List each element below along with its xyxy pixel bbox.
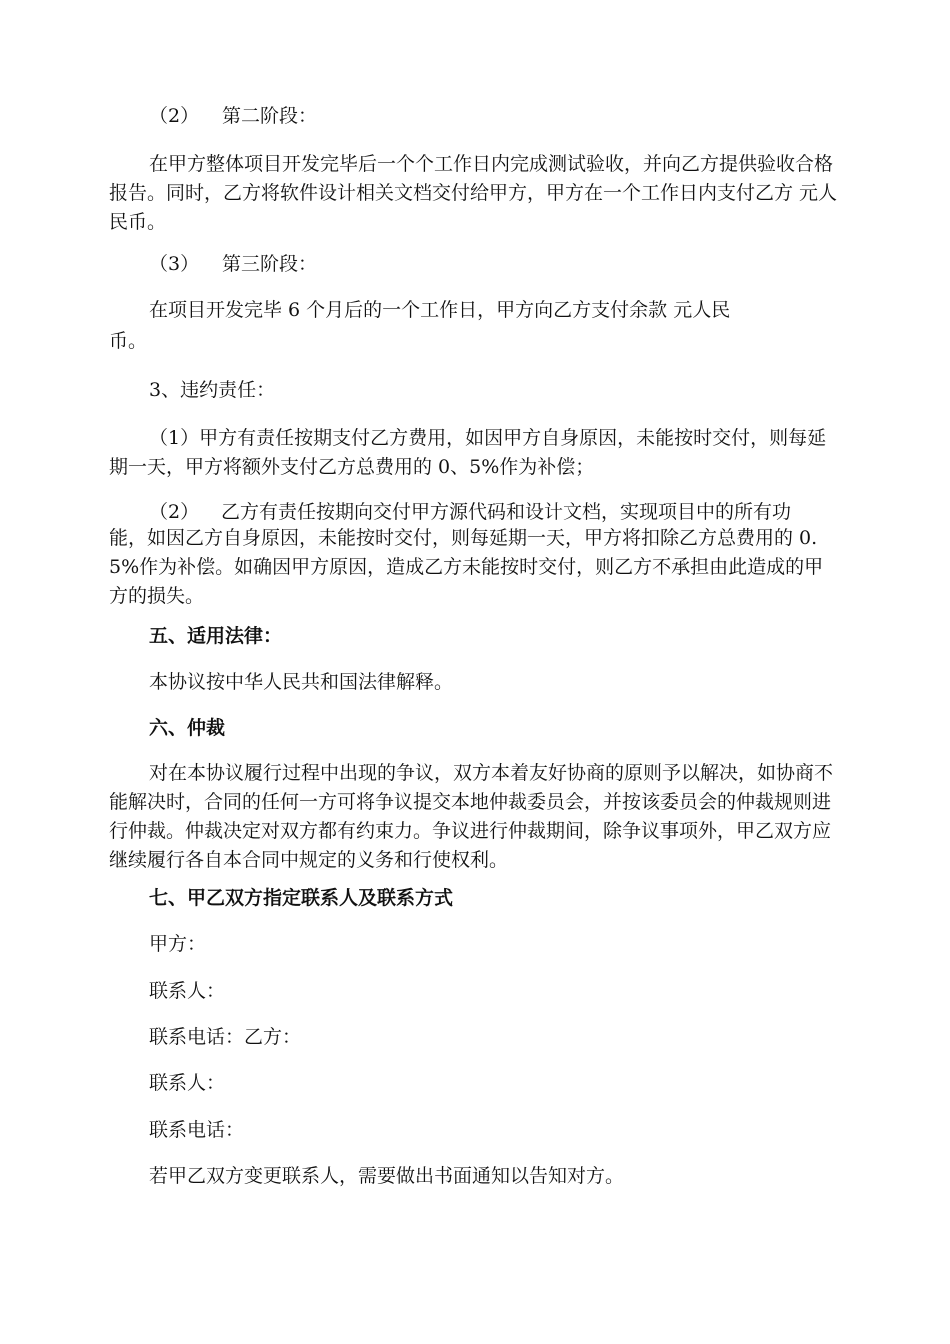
contact-b-label: 联系人：: [149, 1072, 226, 1094]
breach-item2-number: （2）: [149, 501, 200, 523]
stage2-body: 在甲方整体项目开发完毕后一个个工作日内完成测试验收，并向乙方提供验收合格报告。同时，乙方将软件设计相关文档交付给甲方，甲方在一个工作日内支付乙方 元人民币。: [109, 153, 838, 233]
arbitration-body: 对在本协议履行过程中出现的争议，双方本着友好协商的原则予以解决，如协商不能解决时，合同的任何一方可将争议提交本地仲裁委员会，并按该委员会的仲裁规则进行仲裁。仲裁决定对双方都有约束力。争议进行仲裁期间，除争议事项外，甲乙双方应继续履行各自本合同中规定的义务和行使权利。: [109, 762, 834, 871]
breach-item2-line1: [149, 498, 791, 527]
law-body: 本协议按中华人民共和国法律解释。: [149, 671, 454, 693]
stage2-heading: [149, 102, 449, 131]
phone-a-party-b-label: 联系电话：乙方：: [149, 1026, 302, 1048]
phone-b-label: 联系电话：: [149, 1119, 245, 1141]
party-a-label: 甲方：: [149, 933, 207, 955]
stage3-number: （3）: [149, 253, 200, 275]
contacts-heading: 七、甲乙双方指定联系人及联系方式: [149, 887, 454, 909]
stage2-title: 第二阶段：: [222, 105, 318, 127]
stage3-heading: [149, 250, 449, 279]
contact-a-label: 联系人：: [149, 980, 226, 1002]
law-heading: 五、适用法律：: [149, 625, 283, 647]
stage3-body-line2: 币。: [109, 330, 148, 352]
breach-item2-rest: 能，如因乙方自身原因，未能按时交付，则每延期一天，甲方将扣除乙方总费用的 0.5%作为补偿。如确因甲方原因，造成乙方未能按时交付，则乙方不承担由此造成的甲方的损失。: [109, 527, 824, 607]
stage2-number: （2）: [149, 105, 200, 127]
stage3-title: 第三阶段：: [222, 253, 318, 275]
breach-heading: 3、违约责任：: [149, 379, 276, 401]
arbitration-heading: 六、仲裁: [149, 717, 226, 739]
stage3-body-line1: 在项目开发完毕 6 个月后的一个工作日，甲方向乙方支付余款 元人民: [149, 299, 731, 321]
breach-item1: （1）甲方有责任按期支付乙方费用，如因甲方自身原因，未能按时交付，则每延期一天，甲方将额外支付乙方总费用的 0、5%作为补偿；: [109, 427, 827, 478]
breach-item2-text: 乙方有责任按期向交付甲方源代码和设计文档，实现项目中的所有功: [221, 501, 792, 523]
change-notice: 若甲乙双方变更联系人，需要做出书面通知以告知对方。: [149, 1165, 625, 1187]
